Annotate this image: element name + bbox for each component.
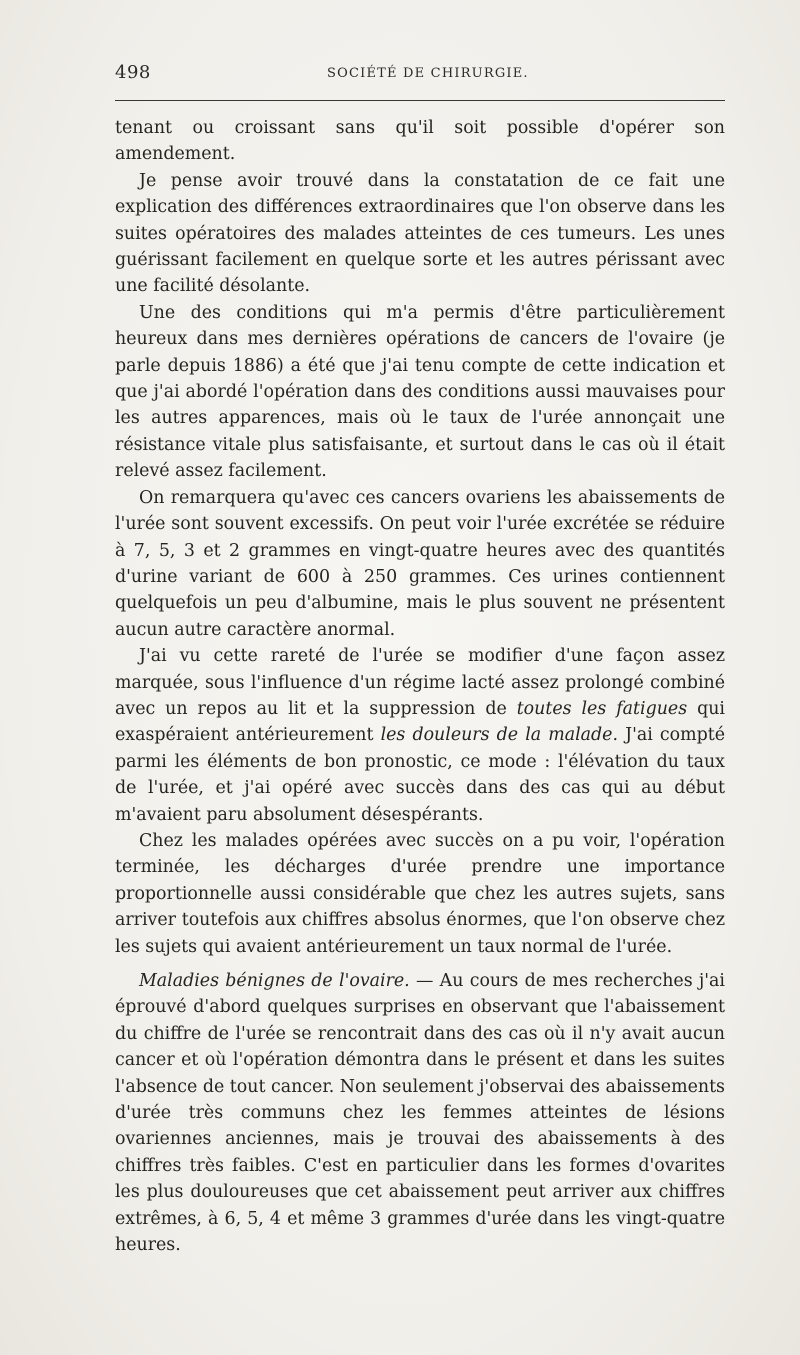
- paragraph-5-text-a: J'ai vu cette rareté de l'urée se modifier d'une façon assez marquée, sous l'influence d'un régime lacté assez prolongé combiné avec un repos au lit et la suppression de: [115, 646, 725, 719]
- paragraph-4: On remarquera qu'avec ces cancers ovariens les abaissements de l'urée sont souvent excessifs. On peut voir l'urée excrétée se réduire à 7, 5, 3 et 2 grammes en vingt-quatre heures avec des quantités d'urine variant de 600 à 250 grammes. Ces urines contiennent quelquefois un peu d'albumine, mais le plus souvent ne présentent aucun autre caractère anormal.: [115, 487, 725, 640]
- page-header: [115, 62, 725, 92]
- paragraph-5: [115, 643, 725, 828]
- paragraph-7-text: — Au cours de mes recherches j'ai éprouvé d'abord quelques surprises en observant que l'abaissement du chiffre de l'urée se rencontrait dans des cas où il n'y avait aucun cancer et où l'opération démontra dans le présent et dans les suites l'absence de tout cancer. Non seulement j'observai des abaissements d'urée très communs chez les femmes atteintes de lésions ovariennes anciennes, mais je trouvai des abaissements à des chiffres très faibles. C'est en particulier dans les formes d'ovarites les plus douloureuses que cet abaissement peut arriver aux chiffres extrêmes, à 6, 5, 4 et même 3 grammes d'urée dans les vingt-quatre heures.: [115, 971, 725, 1256]
- paragraph-7: [115, 968, 725, 1258]
- paragraph-3: Une des conditions qui m'a permis d'être particulièrement heureux dans mes dernières opérations de cancers de l'ovaire (je parle depuis 1886) a été que j'ai tenu compte de cette indication et que j'ai abordé l'opération dans des conditions aussi mauvaises pour les autres apparences, mais où le taux de l'urée annonçait une résistance vitale plus satisfaisante, et surtout dans le cas où il était relevé assez facilement.: [115, 302, 725, 482]
- page-number: 498: [115, 62, 151, 83]
- header-rule: [115, 100, 725, 101]
- paragraph-5-italic-2: les douleurs de la malade.: [380, 725, 618, 746]
- paragraph-2: Je pense avoir trouvé dans la constatation de ce fait une explication des différences extraordinaires que l'on observe dans les suites opératoires des malades atteintes de ces tumeurs. Les unes guérissant facilement en quelque sorte et les autres périssant avec une facilité désolante.: [115, 170, 725, 297]
- paragraph-6: Chez les malades opérées avec succès on a pu voir, l'opération terminée, les décharges d'urée prendre une importance proportionnelle aussi considérable que chez les autres sujets, sans arriver toutefois aux chiffres absolus énormes, que l'on observe chez les sujets qui avaient antérieurement un taux normal de l'urée.: [115, 830, 725, 957]
- running-head: SOCIÉTÉ DE CHIRURGIE.: [327, 66, 529, 81]
- section-heading: Maladies bénignes de l'ovaire.: [139, 971, 410, 991]
- paragraph-5-italic-1: toutes les fatigues: [516, 698, 688, 719]
- paragraph-5-text-c: J'ai compté parmi les éléments de bon pronostic, ce mode : l'élévation du taux de l'urée, et j'ai opéré avec succès dans des cas qui au début m'avaient paru absolument désespérants.: [115, 725, 725, 825]
- paragraph-1: tenant ou croissant sans qu'il soit possible d'opérer son amendement.: [115, 118, 725, 165]
- paragraph-5-text-b: qui exaspéraient antérieurement: [115, 698, 725, 746]
- body-text: [115, 115, 725, 1258]
